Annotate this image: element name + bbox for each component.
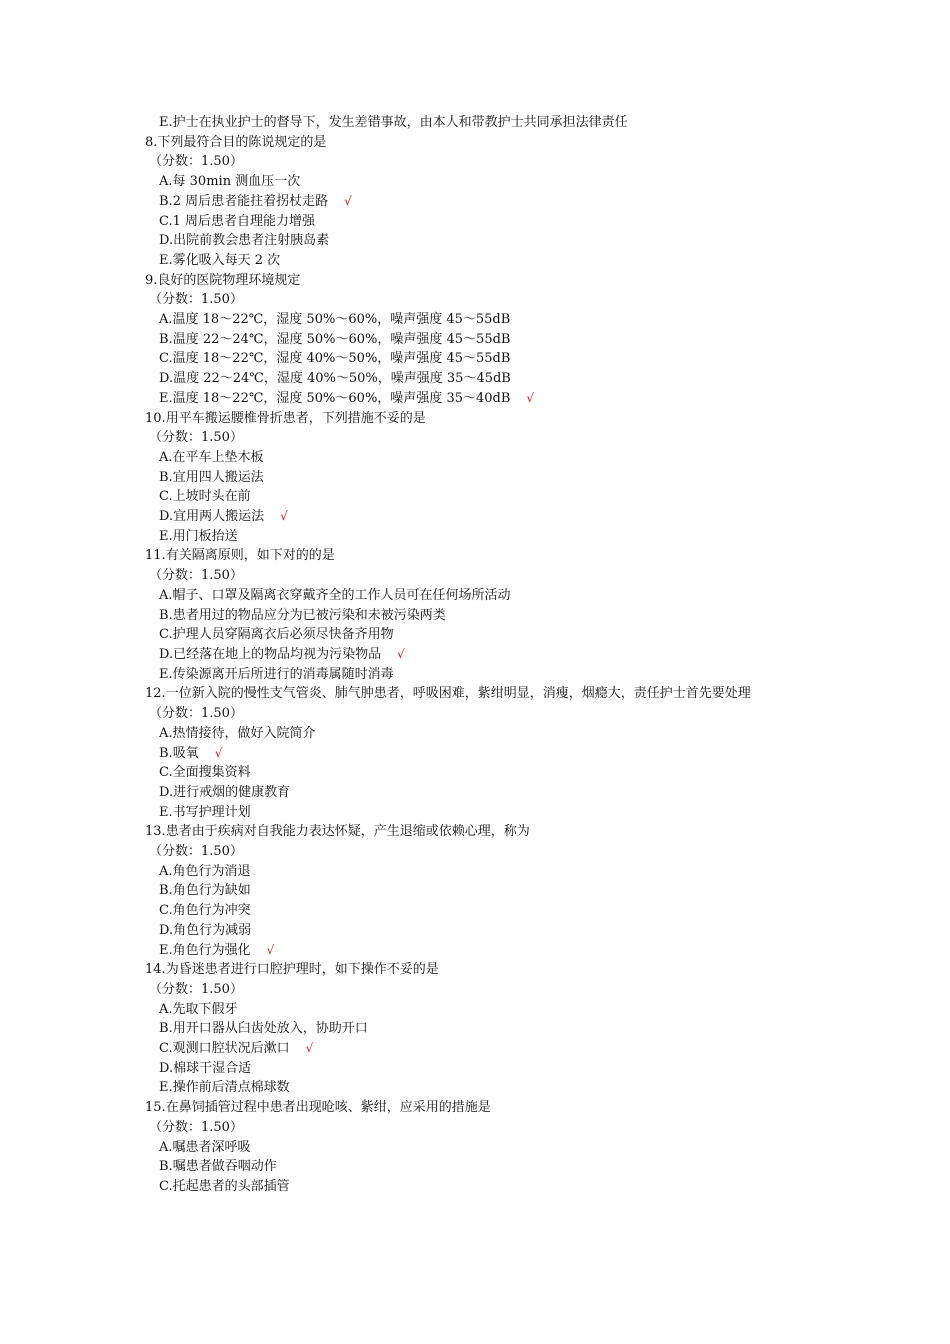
option-label: E. bbox=[159, 666, 173, 682]
option-text: 温度 22～24℃，湿度 50%～60%，噪声强度 45～55dB bbox=[172, 331, 511, 347]
option-text: 角色行为消退 bbox=[172, 863, 251, 879]
option-line bbox=[145, 231, 815, 251]
option-line bbox=[145, 783, 815, 803]
option-line bbox=[145, 862, 815, 882]
option-line bbox=[145, 901, 815, 921]
option-text: 传染源离开后所进行的消毒属随时消毒 bbox=[172, 666, 394, 682]
option-line bbox=[145, 192, 815, 212]
option-text: 护士在执业护士的督导下，发生差错事故，由本人和带教护士共同承担法律责任 bbox=[172, 115, 628, 130]
question-text: 下列最符合目的陈说规定的是 bbox=[157, 134, 327, 150]
option-text: 2 周后患者能拄着拐杖走路 bbox=[172, 193, 329, 209]
option-label: C. bbox=[159, 903, 173, 919]
option-text: 用开口器从臼齿处放入，协助开口 bbox=[172, 1021, 368, 1037]
option-line bbox=[145, 665, 815, 685]
option-text: 1 周后患者自理能力增强 bbox=[172, 213, 316, 229]
question-score: （分数：1.50） bbox=[149, 981, 243, 997]
option-label: C. bbox=[159, 627, 173, 643]
option-line bbox=[145, 507, 815, 527]
option-label: A. bbox=[159, 449, 173, 465]
option-text: 温度 18～22℃，湿度 50%～60%，噪声强度 35～40dB bbox=[172, 390, 511, 406]
option-line bbox=[145, 941, 815, 961]
option-label: D. bbox=[159, 922, 174, 938]
question-block bbox=[145, 960, 815, 1098]
option-label: C. bbox=[159, 1041, 173, 1057]
option-label: B. bbox=[159, 331, 173, 347]
question-block bbox=[145, 822, 815, 960]
question-score: （分数：1.50） bbox=[149, 1119, 243, 1135]
option-text: 棉球干湿合适 bbox=[173, 1060, 252, 1076]
option-text: 上坡时头在前 bbox=[172, 489, 251, 505]
option-label: A. bbox=[159, 312, 173, 328]
option-label: C. bbox=[159, 213, 173, 229]
option-label: A. bbox=[159, 1139, 173, 1155]
option-line bbox=[145, 330, 815, 350]
option-line bbox=[145, 113, 815, 133]
option-line bbox=[145, 448, 815, 468]
option-line bbox=[145, 369, 815, 389]
option-text: 护理人员穿隔离衣后必须尽快备齐用物 bbox=[172, 627, 394, 643]
question-block bbox=[145, 546, 815, 684]
option-text: 操作前后清点棉球数 bbox=[172, 1080, 290, 1096]
option-text: 在平车上垫木板 bbox=[172, 449, 264, 465]
option-line bbox=[145, 1039, 815, 1059]
option-text: 出院前教会患者注射胰岛素 bbox=[173, 233, 330, 249]
option-line bbox=[145, 1000, 815, 1020]
option-label: D. bbox=[159, 233, 174, 249]
option-line bbox=[145, 763, 815, 783]
option-label: E. bbox=[159, 390, 173, 406]
option-label: A. bbox=[159, 1001, 173, 1017]
option-text: 托起患者的头部插管 bbox=[172, 1178, 290, 1194]
question-number: 13. bbox=[145, 824, 166, 840]
option-label: C. bbox=[159, 765, 173, 781]
option-label: A. bbox=[159, 725, 173, 741]
question-block bbox=[145, 133, 815, 271]
option-line bbox=[145, 527, 815, 547]
option-line bbox=[145, 487, 815, 507]
option-line bbox=[145, 586, 815, 606]
correct-check-icon: √ bbox=[280, 509, 288, 524]
question-text: 为昏迷患者进行口腔护理时，如下操作不妥的是 bbox=[165, 962, 439, 978]
option-text: 嘱患者深呼吸 bbox=[172, 1139, 251, 1155]
question-stem bbox=[145, 409, 815, 429]
option-line bbox=[145, 803, 815, 823]
option-text: 书写护理计划 bbox=[172, 804, 251, 820]
question-block bbox=[145, 409, 815, 547]
option-label: D. bbox=[159, 1060, 174, 1076]
option-text: 温度 18～22℃，湿度 40%～50%，噪声强度 45～55dB bbox=[172, 351, 511, 367]
option-label: E. bbox=[159, 942, 173, 958]
question-stem bbox=[145, 271, 815, 291]
option-line bbox=[145, 645, 815, 665]
question-score: （分数：1.50） bbox=[149, 844, 243, 860]
correct-check-icon: √ bbox=[305, 1041, 314, 1056]
question-text: 患者由于疾病对自我能力表达怀疑，产生退缩或依赖心理，称为 bbox=[165, 824, 530, 840]
exam-page bbox=[145, 113, 815, 1197]
option-text: 每 30min 测血压一次 bbox=[172, 174, 301, 190]
question-text: 在鼻饲插管过程中患者出现呛咳、紫绀，应采用的措施是 bbox=[165, 1100, 491, 1116]
option-text: 角色行为缺如 bbox=[172, 883, 251, 899]
question-score: （分数：1.50） bbox=[149, 292, 243, 308]
correct-check-icon: √ bbox=[214, 745, 223, 760]
question-list bbox=[145, 133, 815, 1197]
option-label: E. bbox=[159, 528, 173, 544]
option-text: 宜用四人搬运法 bbox=[172, 469, 264, 485]
question-stem bbox=[145, 960, 815, 980]
option-line bbox=[145, 1059, 815, 1079]
question-text: 一位新入院的慢性支气管炎、肺气肿患者，呼吸困难，紫绀明显，消瘦，烟瘾大，责任护士首先要处理 bbox=[165, 686, 751, 702]
option-label: E. bbox=[159, 1080, 173, 1096]
question-stem bbox=[145, 546, 815, 566]
option-text: 全面搜集资料 bbox=[172, 765, 251, 781]
question-number: 15. bbox=[145, 1100, 166, 1116]
option-line bbox=[145, 1078, 815, 1098]
question-score: （分数：1.50） bbox=[149, 154, 243, 170]
option-label: B. bbox=[159, 745, 173, 761]
question-number: 14. bbox=[145, 962, 166, 978]
option-text: 角色行为减弱 bbox=[173, 922, 252, 938]
option-line bbox=[145, 310, 815, 330]
option-text: 用门板抬送 bbox=[172, 528, 238, 544]
option-label: C. bbox=[159, 489, 173, 505]
question-number: 10. bbox=[145, 410, 166, 426]
option-label: D. bbox=[159, 371, 174, 387]
option-line bbox=[145, 251, 815, 271]
option-line bbox=[145, 1177, 815, 1197]
correct-check-icon: √ bbox=[526, 390, 535, 405]
option-label: E. bbox=[159, 115, 173, 130]
option-label: D. bbox=[159, 646, 174, 662]
option-label: D. bbox=[159, 784, 174, 800]
option-label: B. bbox=[159, 1159, 173, 1175]
option-line bbox=[145, 1157, 815, 1177]
question-text: 用平车搬运腰椎骨折患者，下列措施不妥的是 bbox=[165, 410, 426, 426]
option-label: B. bbox=[159, 1021, 173, 1037]
option-line bbox=[145, 468, 815, 488]
option-text: 已经落在地上的物品均视为污染物品 bbox=[173, 646, 382, 662]
option-text: 帽子、口罩及隔离衣穿戴齐全的工作人员可在任何场所活动 bbox=[172, 587, 511, 603]
question-block bbox=[145, 684, 815, 822]
option-line bbox=[145, 349, 815, 369]
question-block bbox=[145, 1098, 815, 1197]
question-stem bbox=[145, 822, 815, 842]
option-line bbox=[145, 389, 815, 409]
option-line bbox=[145, 1138, 815, 1158]
option-text: 患者用过的物品应分为已被污染和未被污染两类 bbox=[172, 607, 446, 623]
question-score: （分数：1.50） bbox=[149, 568, 243, 584]
question-score: （分数：1.50） bbox=[149, 706, 243, 722]
question-text: 有关隔离原则，如下对的的是 bbox=[165, 548, 335, 564]
option-text: 宜用两人搬运法 bbox=[173, 509, 265, 525]
option-label: D. bbox=[159, 509, 174, 525]
option-text: 温度 22～24℃，湿度 40%～50%，噪声强度 35～45dB bbox=[173, 371, 511, 387]
option-label: C. bbox=[159, 1178, 173, 1194]
question-number: 8. bbox=[145, 134, 158, 150]
correct-check-icon: √ bbox=[344, 193, 352, 208]
option-line bbox=[145, 212, 815, 232]
option-line bbox=[145, 1019, 815, 1039]
question-block bbox=[145, 271, 815, 409]
question-text: 良好的医院物理环境规定 bbox=[157, 272, 301, 288]
question-stem bbox=[145, 133, 815, 153]
question-number: 12. bbox=[145, 686, 166, 702]
option-label: E. bbox=[159, 804, 173, 820]
option-label: A. bbox=[159, 863, 173, 879]
option-line bbox=[145, 625, 815, 645]
option-label: B. bbox=[159, 883, 173, 899]
option-label: A. bbox=[159, 174, 173, 190]
option-text: 观测口腔状况后漱口 bbox=[172, 1041, 290, 1057]
option-text: 嘱患者做吞咽动作 bbox=[172, 1159, 277, 1175]
question-number: 9. bbox=[145, 272, 158, 288]
option-line bbox=[145, 172, 815, 192]
option-line bbox=[145, 606, 815, 626]
option-label: A. bbox=[159, 587, 173, 603]
option-label: E. bbox=[159, 252, 173, 268]
question-number: 11. bbox=[145, 548, 166, 564]
option-label: B. bbox=[159, 469, 173, 485]
question-stem bbox=[145, 684, 815, 704]
correct-check-icon: √ bbox=[397, 646, 405, 661]
option-line bbox=[145, 744, 815, 764]
option-line bbox=[145, 724, 815, 744]
option-line bbox=[145, 921, 815, 941]
option-label: B. bbox=[159, 193, 173, 209]
option-label: C. bbox=[159, 351, 173, 367]
question-score: （分数：1.50） bbox=[149, 430, 243, 446]
option-text: 先取下假牙 bbox=[172, 1001, 238, 1017]
option-text: 雾化吸入每天 2 次 bbox=[172, 252, 281, 268]
option-text: 热情接待，做好入院简介 bbox=[172, 725, 316, 741]
correct-check-icon: √ bbox=[266, 942, 275, 957]
option-text: 温度 18～22℃，湿度 50%～60%，噪声强度 45～55dB bbox=[172, 312, 511, 328]
option-text: 角色行为冲突 bbox=[172, 903, 251, 919]
option-line bbox=[145, 881, 815, 901]
question-stem bbox=[145, 1098, 815, 1118]
option-text: 吸氧 bbox=[172, 745, 199, 761]
option-text: 进行戒烟的健康教育 bbox=[173, 784, 291, 800]
option-label: B. bbox=[159, 607, 173, 623]
option-text: 角色行为强化 bbox=[172, 942, 251, 958]
